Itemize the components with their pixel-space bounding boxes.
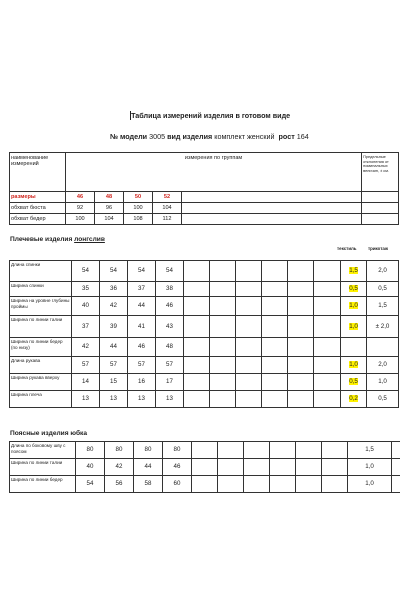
row-name: Ширина по линии талии — [10, 316, 72, 338]
value-cell: 38 — [156, 282, 184, 297]
empty-cell — [288, 338, 314, 357]
empty-cell — [262, 374, 288, 391]
empty-cell — [322, 459, 348, 476]
empty-cell — [210, 357, 236, 374]
value-cell: 60 — [163, 476, 192, 493]
empty-cell — [262, 316, 288, 338]
value-cell: 15 — [100, 374, 128, 391]
textile-cell-text: 1,0 — [349, 322, 358, 330]
empty-cell — [362, 203, 399, 214]
value-cell: 39 — [100, 316, 128, 338]
textile-cell-text: 0,5 — [349, 285, 358, 293]
textile-cell — [341, 316, 367, 338]
empty-cell — [362, 192, 399, 203]
value-cell: 58 — [134, 476, 163, 493]
value-cell: 92 — [66, 203, 95, 214]
empty-cell — [322, 476, 348, 493]
name-header-cell: наименование измерений — [10, 153, 66, 192]
empty-cell — [262, 282, 288, 297]
empty-cell — [218, 459, 244, 476]
empty-cell — [392, 476, 400, 493]
empty-cell — [314, 261, 341, 282]
empty-cell — [392, 459, 400, 476]
height-value: 164 — [296, 132, 309, 141]
textile-cell-text: 0,5 — [349, 378, 358, 386]
value-cell: 57 — [72, 357, 100, 374]
value-cell: 80 — [134, 442, 163, 459]
sizes-row — [10, 192, 399, 203]
textile-cell-text: 1,5 — [349, 267, 358, 275]
value-cell: 44 — [100, 338, 128, 357]
value-cell: 96 — [95, 203, 124, 214]
value-cell: 54 — [100, 261, 128, 282]
knit-cell — [367, 338, 399, 357]
empty-cell — [210, 316, 236, 338]
value-cell: 57 — [100, 357, 128, 374]
textile-cell-text: 0,2 — [349, 395, 358, 403]
table-row — [10, 297, 399, 316]
empty-cell — [288, 374, 314, 391]
empty-cell — [288, 261, 314, 282]
empty-cell — [244, 459, 270, 476]
table-row — [10, 203, 399, 214]
kind-value: комплект женский — [214, 132, 275, 141]
empty-cell — [270, 442, 296, 459]
textile-cell — [341, 374, 367, 391]
empty-cell — [314, 282, 341, 297]
empty-cell — [392, 442, 400, 459]
value-cell: 80 — [105, 442, 134, 459]
row-name: Ширина по линии бедер — [10, 476, 76, 493]
kind-label: вид изделия — [167, 132, 213, 141]
table-row — [10, 476, 400, 493]
value-cell: 40 — [72, 297, 100, 316]
textile-cell — [341, 282, 367, 297]
value-cell: 57 — [128, 357, 156, 374]
empty-cell — [210, 297, 236, 316]
model-value: 3005 — [149, 132, 166, 141]
size-cell: 52 — [153, 192, 182, 203]
empty-cell — [182, 192, 362, 203]
row-name: Ширина спинки — [10, 282, 72, 297]
empty-cell — [296, 442, 322, 459]
empty-cell — [210, 338, 236, 357]
value-cell: 44 — [134, 459, 163, 476]
empty-cell — [192, 459, 218, 476]
sizes-label: размеры — [10, 192, 66, 203]
row-name: Ширина по линии бедер (по низу) — [10, 338, 72, 357]
value-cell: 13 — [100, 391, 128, 408]
value-cell: 37 — [128, 282, 156, 297]
empty-cell — [236, 316, 262, 338]
value-cell: 48 — [156, 338, 184, 357]
empty-cell — [362, 214, 399, 225]
knit-column-header: трикотаж — [368, 246, 388, 251]
value-cell: 54 — [72, 261, 100, 282]
empty-cell — [270, 459, 296, 476]
row-name: Ширина на уровне глубины проймы — [10, 297, 72, 316]
table-row — [10, 357, 399, 374]
value-cell: 46 — [163, 459, 192, 476]
row-name: обхват бюста — [10, 203, 66, 214]
empty-cell — [184, 357, 210, 374]
empty-cell — [262, 338, 288, 357]
knit-cell: 2,0 — [367, 261, 399, 282]
empty-cell — [210, 391, 236, 408]
value-cell: 42 — [72, 338, 100, 357]
empty-cell — [184, 316, 210, 338]
value-cell: 36 — [100, 282, 128, 297]
empty-cell — [182, 203, 362, 214]
row-name: Длина спинки — [10, 261, 72, 282]
empty-cell — [218, 442, 244, 459]
table-row — [10, 338, 399, 357]
textile-cell — [341, 261, 367, 282]
value-cell: 56 — [105, 476, 134, 493]
empty-cell — [288, 391, 314, 408]
value-cell: 41 — [128, 316, 156, 338]
knit-cell: 0,5 — [367, 391, 399, 408]
size-cell: 48 — [95, 192, 124, 203]
value-cell: 13 — [156, 391, 184, 408]
textile-cell-text: 1,0 — [349, 361, 358, 369]
empty-cell — [184, 374, 210, 391]
empty-cell — [192, 442, 218, 459]
empty-cell — [262, 297, 288, 316]
value-cell: 46 — [156, 297, 184, 316]
row-name: Длина рукава — [10, 357, 72, 374]
value-cell: 54 — [76, 476, 105, 493]
section1-title: Плечевые изделия лонгслив — [10, 236, 105, 243]
table-row — [10, 442, 400, 459]
knit-cell: 1,0 — [367, 374, 399, 391]
textile-column-header: текстиль — [337, 246, 357, 251]
empty-cell — [288, 357, 314, 374]
empty-cell — [184, 261, 210, 282]
textile-cell — [341, 357, 367, 374]
empty-cell — [314, 338, 341, 357]
textile-cell — [341, 297, 367, 316]
empty-cell — [322, 442, 348, 459]
empty-cell — [236, 261, 262, 282]
value-cell: 14 — [72, 374, 100, 391]
empty-cell — [262, 357, 288, 374]
size-cell: 46 — [66, 192, 95, 203]
value-cell: 100 — [66, 214, 95, 225]
row-name: Длина по боковому шву с поясом — [10, 442, 76, 459]
value-cell: 54 — [128, 261, 156, 282]
empty-cell — [314, 374, 341, 391]
empty-cell — [218, 476, 244, 493]
empty-cell — [184, 391, 210, 408]
value-cell: 112 — [153, 214, 182, 225]
table-row — [10, 261, 399, 282]
empty-cell — [184, 338, 210, 357]
value-cell: 108 — [124, 214, 153, 225]
document-subtitle — [110, 132, 309, 141]
groups-header-cell: измерения по группам — [66, 153, 362, 192]
knit-cell: 2,0 — [367, 357, 399, 374]
value-cell: 13 — [128, 391, 156, 408]
empty-cell — [236, 357, 262, 374]
table-row — [10, 316, 399, 338]
textile-cell — [341, 391, 367, 408]
empty-cell — [296, 476, 322, 493]
empty-cell — [182, 214, 362, 225]
table-row — [10, 282, 399, 297]
empty-cell — [244, 476, 270, 493]
value-cell: 80 — [163, 442, 192, 459]
knit-cell: ± 2,0 — [367, 316, 399, 338]
empty-cell — [288, 316, 314, 338]
row-name: Ширина плеча — [10, 391, 72, 408]
empty-cell — [296, 459, 322, 476]
empty-cell — [314, 297, 341, 316]
empty-cell — [314, 391, 341, 408]
value-cell: 16 — [128, 374, 156, 391]
knit-cell: 1,5 — [367, 297, 399, 316]
value-cell: 42 — [105, 459, 134, 476]
row-name: Ширина рукава вверху — [10, 374, 72, 391]
value-cell: 40 — [76, 459, 105, 476]
tolerance-header-cell: Предельные отклонения от номинальных величин, ± см. — [362, 153, 399, 192]
tolerance-cell: 1,0 — [348, 476, 392, 493]
table-row — [10, 391, 399, 408]
document-title: Таблица измерений изделия в готовом виде — [131, 111, 291, 120]
value-cell: 44 — [128, 297, 156, 316]
textile-cell-text: 1,0 — [349, 302, 358, 310]
row-name: Ширина по линии талии — [10, 459, 76, 476]
empty-cell — [210, 261, 236, 282]
empty-cell — [262, 391, 288, 408]
empty-cell — [236, 297, 262, 316]
empty-cell — [288, 297, 314, 316]
empty-cell — [236, 391, 262, 408]
table-row — [10, 374, 399, 391]
empty-cell — [184, 297, 210, 316]
value-cell: 43 — [156, 316, 184, 338]
knit-cell: 0,5 — [367, 282, 399, 297]
empty-cell — [236, 338, 262, 357]
empty-cell — [184, 282, 210, 297]
empty-cell — [270, 476, 296, 493]
table-row — [10, 214, 399, 225]
empty-cell — [314, 316, 341, 338]
tolerance-cell: 1,5 — [348, 442, 392, 459]
value-cell: 46 — [128, 338, 156, 357]
value-cell: 104 — [153, 203, 182, 214]
value-cell: 104 — [95, 214, 124, 225]
value-cell: 37 — [72, 316, 100, 338]
empty-cell — [210, 282, 236, 297]
row-name: обхват бедер — [10, 214, 66, 225]
value-cell: 57 — [156, 357, 184, 374]
tolerance-cell: 1,0 — [348, 459, 392, 476]
empty-cell — [236, 282, 262, 297]
model-label: № модели — [110, 132, 148, 141]
value-cell: 13 — [72, 391, 100, 408]
section2-title: Поясные изделия юбка — [10, 430, 87, 437]
size-cell: 50 — [124, 192, 153, 203]
empty-cell — [314, 357, 341, 374]
section1-table — [9, 260, 399, 408]
value-cell: 100 — [124, 203, 153, 214]
empty-cell — [244, 442, 270, 459]
value-cell: 42 — [100, 297, 128, 316]
empty-cell — [210, 374, 236, 391]
empty-cell — [288, 282, 314, 297]
header-table — [9, 152, 399, 225]
empty-cell — [236, 374, 262, 391]
textile-cell — [341, 338, 367, 357]
empty-cell — [192, 476, 218, 493]
value-cell: 54 — [156, 261, 184, 282]
value-cell: 35 — [72, 282, 100, 297]
table-row — [10, 459, 400, 476]
height-label: рост — [278, 132, 295, 141]
value-cell: 80 — [76, 442, 105, 459]
section2-table — [9, 441, 400, 493]
empty-cell — [262, 261, 288, 282]
value-cell: 17 — [156, 374, 184, 391]
